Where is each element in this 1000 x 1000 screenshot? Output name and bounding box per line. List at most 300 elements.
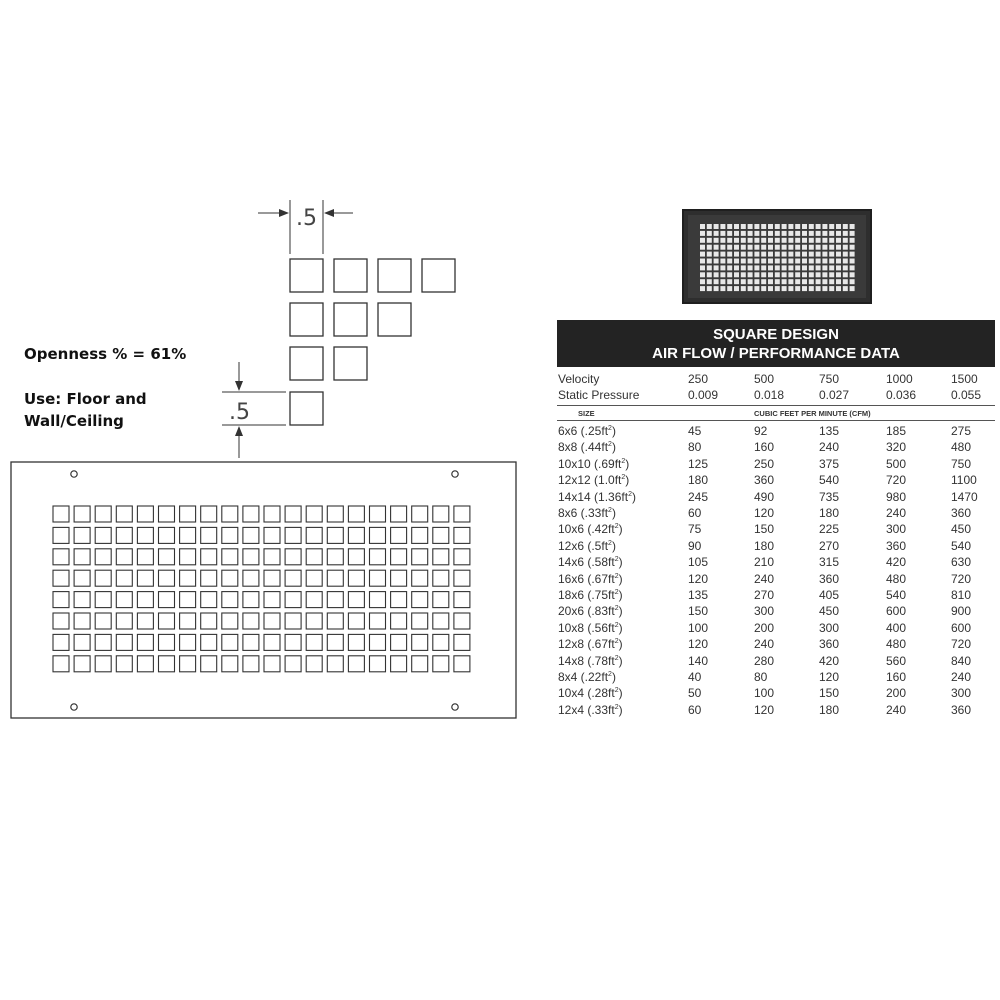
photo-opening — [782, 265, 787, 270]
photo-opening — [775, 238, 780, 243]
size-cell — [558, 539, 616, 553]
photo-opening — [843, 272, 848, 277]
photo-opening — [836, 231, 841, 236]
grille-opening — [116, 506, 132, 522]
photo-opening — [754, 259, 759, 264]
photo-opening — [802, 259, 807, 264]
photo-opening — [761, 279, 766, 284]
detail-square — [290, 259, 323, 292]
photo-opening — [748, 245, 753, 250]
photo-opening — [734, 224, 739, 229]
detail-square — [422, 259, 455, 292]
grille-opening — [201, 527, 217, 543]
photo-opening — [768, 286, 773, 291]
photo-opening — [782, 259, 787, 264]
grille-opening — [391, 613, 407, 629]
cfm-value-cell: 100 — [688, 620, 709, 635]
photo-opening — [748, 231, 753, 236]
photo-opening — [707, 252, 712, 257]
photo-opening — [816, 265, 821, 270]
grille-opening — [222, 592, 238, 608]
cfm-value-cell: 125 — [688, 456, 709, 471]
squared-superscript: 2 — [628, 490, 632, 498]
grille-opening — [433, 634, 449, 650]
photo-opening — [829, 224, 834, 229]
photo-opening — [748, 286, 753, 291]
photo-opening — [734, 238, 739, 243]
photo-opening — [816, 238, 821, 243]
photo-opening — [795, 265, 800, 270]
photo-opening — [714, 231, 719, 236]
grille-opening — [370, 527, 386, 543]
photo-opening — [720, 231, 725, 236]
squared-superscript: 2 — [614, 572, 619, 580]
photo-opening — [829, 286, 834, 291]
photo-opening — [802, 272, 807, 277]
photo-opening — [850, 272, 855, 277]
size-column-header: SIZE — [578, 409, 595, 418]
photo-opening — [700, 252, 705, 257]
grille-opening — [201, 634, 217, 650]
photo-opening — [727, 245, 732, 250]
size-cell — [558, 670, 616, 684]
photo-opening — [714, 259, 719, 264]
grille-opening — [348, 570, 364, 586]
cfm-value-cell: 240 — [886, 702, 907, 717]
grille-opening — [243, 549, 259, 565]
grille-opening — [433, 506, 449, 522]
photo-opening — [768, 265, 773, 270]
photo-opening — [782, 272, 787, 277]
photo-opening — [795, 286, 800, 291]
photo-opening — [727, 259, 732, 264]
size-close-paren: ) — [618, 620, 623, 635]
grille-opening — [433, 592, 449, 608]
squared-superscript: 2 — [614, 523, 619, 531]
size-cell — [558, 654, 623, 668]
photo-opening — [822, 252, 827, 257]
photo-opening — [720, 252, 725, 257]
size-close-paren: ) — [618, 686, 623, 701]
photo-opening — [822, 272, 827, 277]
grille-opening — [370, 613, 386, 629]
side-dimension-label: .5 — [229, 400, 250, 425]
size-cell — [558, 686, 623, 700]
size-cell — [558, 637, 623, 651]
photo-opening — [748, 279, 753, 284]
cfm-value-cell: 240 — [819, 440, 840, 455]
grille-opening — [222, 613, 238, 629]
grille-opening — [391, 634, 407, 650]
grille-opening — [116, 549, 132, 565]
photo-opening — [795, 279, 800, 284]
photo-opening — [816, 259, 821, 264]
photo-opening — [850, 245, 855, 250]
grille-opening — [95, 527, 111, 543]
photo-opening — [850, 252, 855, 257]
photo-opening — [720, 265, 725, 270]
grille-opening — [412, 634, 428, 650]
detail-square — [290, 347, 323, 380]
grille-opening — [327, 527, 343, 543]
photo-opening — [734, 286, 739, 291]
grille-opening — [222, 527, 238, 543]
grille-opening — [348, 613, 364, 629]
detail-square — [334, 259, 367, 292]
arrowhead — [324, 209, 334, 217]
grille-opening — [306, 506, 322, 522]
grille-opening — [391, 592, 407, 608]
photo-opening — [822, 231, 827, 236]
photo-opening — [734, 245, 739, 250]
detail-square — [334, 347, 367, 380]
size-label: 10x4 (.28ft — [558, 686, 615, 701]
size-close-paren: ) — [618, 702, 623, 717]
mounting-hole-top-left — [71, 471, 77, 477]
grille-opening — [285, 613, 301, 629]
detail-square — [334, 303, 367, 336]
photo-opening — [850, 286, 855, 291]
photo-opening — [836, 265, 841, 270]
grille-opening — [285, 570, 301, 586]
photo-opening — [816, 245, 821, 250]
grille-opening — [159, 570, 175, 586]
cfm-value-cell: 135 — [688, 588, 709, 602]
photo-opening — [720, 238, 725, 243]
photo-opening — [775, 286, 780, 291]
grille-opening — [370, 506, 386, 522]
photo-opening — [741, 259, 746, 264]
photo-opening — [850, 259, 855, 264]
cfm-value-cell: 105 — [688, 555, 709, 570]
photo-opening — [775, 231, 780, 236]
photo-opening — [768, 238, 773, 243]
photo-opening — [809, 286, 814, 291]
squared-superscript: 2 — [608, 539, 612, 547]
detail-square — [290, 303, 323, 336]
grille-opening — [116, 656, 132, 672]
grille-opening — [137, 506, 153, 522]
photo-opening — [700, 286, 705, 291]
grille-opening — [306, 549, 322, 565]
cfm-value-cell: 45 — [688, 424, 702, 438]
photo-opening — [727, 252, 732, 257]
photo-opening — [734, 259, 739, 264]
cfm-value-cell: 810 — [951, 588, 972, 602]
grille-opening — [327, 613, 343, 629]
photo-opening — [788, 259, 793, 264]
table-divider-bottom — [557, 420, 995, 421]
photo-opening — [795, 238, 800, 243]
grille-opening — [391, 656, 407, 672]
photo-opening — [775, 279, 780, 284]
squared-superscript: 2 — [621, 474, 626, 482]
grille-opening — [137, 613, 153, 629]
grille-opening — [391, 506, 407, 522]
photo-opening — [707, 286, 712, 291]
photo-opening — [843, 238, 848, 243]
use-note-line2: Wall/Ceiling — [24, 412, 124, 430]
grille-opening — [348, 506, 364, 522]
photo-opening — [788, 286, 793, 291]
cfm-value-cell: 210 — [754, 555, 775, 570]
photo-opening — [768, 259, 773, 264]
photo-opening — [836, 224, 841, 229]
grille-opening — [348, 634, 364, 650]
mounting-hole-bottom-left — [71, 704, 77, 710]
size-close-paren: ) — [618, 637, 623, 652]
grille-opening — [264, 613, 280, 629]
grille-opening — [454, 570, 470, 586]
cfm-value-cell: 315 — [819, 555, 840, 570]
grille-opening — [306, 570, 322, 586]
grille-plate-outline — [11, 462, 516, 718]
photo-opening — [727, 231, 732, 236]
photo-opening — [734, 265, 739, 270]
photo-opening — [748, 252, 753, 257]
photo-opening — [782, 279, 787, 284]
size-close-paren: ) — [618, 653, 623, 668]
photo-opening — [843, 245, 848, 250]
grille-opening — [433, 613, 449, 629]
photo-opening — [734, 272, 739, 277]
grille-opening — [243, 527, 259, 543]
size-label: 12x8 (.67ft — [558, 637, 615, 652]
grille-opening — [159, 527, 175, 543]
cfm-value-cell: 490 — [754, 489, 775, 504]
photo-opening — [775, 259, 780, 264]
photo-opening — [809, 279, 814, 284]
grille-opening — [306, 592, 322, 608]
photo-opening — [809, 259, 814, 264]
grille-opening — [370, 570, 386, 586]
photo-opening — [802, 231, 807, 236]
size-close-paren: ) — [625, 473, 630, 488]
photo-opening — [707, 245, 712, 250]
photo-opening — [829, 259, 834, 264]
photo-opening — [822, 279, 827, 284]
size-label: 14x8 (.78ft — [558, 653, 615, 668]
grille-opening — [243, 656, 259, 672]
photo-opening — [795, 272, 800, 277]
cfm-value-cell: 240 — [886, 506, 907, 520]
grille-opening — [74, 570, 90, 586]
photo-opening — [843, 279, 848, 284]
detail-square — [378, 259, 411, 292]
photo-opening — [850, 231, 855, 236]
photo-opening — [761, 245, 766, 250]
cfm-value-cell: 720 — [951, 637, 972, 652]
grille-opening — [327, 570, 343, 586]
squared-superscript: 2 — [608, 441, 612, 449]
cfm-value-cell: 180 — [819, 506, 840, 520]
photo-opening — [836, 252, 841, 257]
photo-opening — [768, 279, 773, 284]
grille-opening — [159, 592, 175, 608]
cfm-value-cell: 420 — [819, 653, 840, 668]
cfm-value-cell: 450 — [819, 604, 840, 619]
static-pressure-label: Static Pressure — [558, 388, 640, 402]
photo-opening — [843, 286, 848, 291]
photo-opening — [795, 231, 800, 236]
grille-opening — [348, 549, 364, 565]
size-cell — [558, 621, 623, 635]
photo-opening — [700, 272, 705, 277]
grille-opening — [264, 570, 280, 586]
photo-opening — [809, 252, 814, 257]
photo-opening — [761, 286, 766, 291]
cfm-value-cell: 60 — [688, 506, 702, 520]
velocity-value: 250 — [688, 372, 709, 386]
size-label: 14x14 (1.36ft — [558, 489, 629, 504]
size-cell — [558, 473, 629, 487]
photo-opening — [761, 272, 766, 277]
photo-opening — [795, 245, 800, 250]
photo-opening — [843, 224, 848, 229]
grille-opening — [116, 634, 132, 650]
cfm-value-cell: 160 — [754, 440, 775, 455]
photo-opening — [809, 224, 814, 229]
grille-opening — [201, 506, 217, 522]
photo-opening — [700, 231, 705, 236]
size-label: 20x6 (.83ft — [558, 604, 615, 619]
grille-opening — [95, 549, 111, 565]
cfm-value-cell: 630 — [951, 555, 972, 570]
cfm-value-cell: 360 — [819, 571, 840, 586]
squared-superscript: 2 — [614, 589, 619, 596]
grille-opening — [74, 527, 90, 543]
grille-opening — [327, 549, 343, 565]
photo-opening — [734, 252, 739, 257]
grille-opening — [53, 613, 69, 629]
grille-opening — [243, 634, 259, 650]
photo-opening — [754, 279, 759, 284]
arrowhead — [235, 381, 243, 391]
grille-opening — [180, 570, 196, 586]
cfm-value-cell: 120 — [688, 637, 709, 652]
cfm-value-cell: 150 — [688, 604, 709, 619]
photo-opening — [714, 238, 719, 243]
grille-opening — [348, 656, 364, 672]
squared-superscript: 2 — [614, 556, 619, 564]
photo-opening — [720, 272, 725, 277]
photo-opening — [788, 265, 793, 270]
grille-opening — [433, 570, 449, 586]
grille-opening — [159, 613, 175, 629]
squared-superscript: 2 — [614, 638, 619, 646]
photo-opening — [788, 245, 793, 250]
cfm-value-cell: 420 — [886, 555, 907, 570]
grille-opening — [53, 570, 69, 586]
size-close-paren: ) — [611, 440, 616, 455]
grille-opening — [159, 549, 175, 565]
grille-opening — [95, 506, 111, 522]
photo-opening — [829, 245, 834, 250]
grille-opening — [370, 634, 386, 650]
photo-opening — [700, 279, 705, 284]
photo-opening — [727, 224, 732, 229]
photo-opening — [720, 224, 725, 229]
grille-photo-pattern — [682, 209, 872, 304]
squared-superscript: 2 — [614, 687, 619, 695]
photo-opening — [714, 252, 719, 257]
grille-opening — [433, 527, 449, 543]
grille-opening — [95, 570, 111, 586]
photo-opening — [720, 245, 725, 250]
photo-opening — [714, 245, 719, 250]
photo-opening — [802, 265, 807, 270]
photo-opening — [802, 279, 807, 284]
grille-opening — [412, 549, 428, 565]
grille-opening — [159, 506, 175, 522]
grille-opening — [222, 549, 238, 565]
photo-opening — [850, 224, 855, 229]
photo-opening — [768, 224, 773, 229]
grille-opening — [243, 506, 259, 522]
arrowhead — [279, 209, 289, 217]
photo-opening — [802, 224, 807, 229]
cfm-value-cell: 50 — [688, 686, 702, 701]
grille-opening — [243, 592, 259, 608]
grille-opening — [454, 506, 470, 522]
photo-opening — [843, 259, 848, 264]
photo-opening — [822, 238, 827, 243]
grille-opening — [264, 634, 280, 650]
photo-opening — [802, 238, 807, 243]
grille-opening — [74, 613, 90, 629]
cfm-value-cell: 480 — [886, 571, 907, 586]
photo-opening — [741, 245, 746, 250]
photo-opening — [795, 224, 800, 229]
photo-opening — [809, 245, 814, 250]
size-label: 18x6 (.75ft — [558, 588, 615, 602]
grille-opening — [201, 656, 217, 672]
photo-opening — [775, 245, 780, 250]
cfm-value-cell: 405 — [819, 588, 840, 602]
photo-opening — [754, 265, 759, 270]
grille-opening — [433, 549, 449, 565]
cfm-value-cell: 500 — [886, 456, 907, 471]
grille-opening — [180, 613, 196, 629]
grille-opening — [116, 613, 132, 629]
grille-opening — [137, 570, 153, 586]
grille-opening — [285, 506, 301, 522]
cfm-value-cell: 100 — [754, 686, 775, 701]
photo-opening — [727, 238, 732, 243]
photo-opening — [775, 265, 780, 270]
size-cell — [558, 604, 623, 618]
cfm-value-cell: 275 — [951, 424, 972, 438]
grille-opening — [53, 656, 69, 672]
photo-opening — [707, 259, 712, 264]
photo-opening — [707, 224, 712, 229]
photo-opening — [782, 231, 787, 236]
velocity-value: 500 — [754, 372, 775, 386]
photo-opening — [795, 259, 800, 264]
photo-opening — [816, 224, 821, 229]
photo-opening — [748, 259, 753, 264]
cfm-value-cell: 560 — [886, 653, 907, 668]
photo-opening — [754, 252, 759, 257]
grille-opening — [327, 506, 343, 522]
grille-opening — [222, 656, 238, 672]
photo-opening — [741, 279, 746, 284]
squared-superscript: 2 — [608, 425, 612, 432]
size-close-paren: ) — [618, 522, 623, 537]
grille-opening — [137, 634, 153, 650]
cfm-value-cell: 375 — [819, 456, 840, 471]
squared-superscript: 2 — [608, 507, 612, 514]
